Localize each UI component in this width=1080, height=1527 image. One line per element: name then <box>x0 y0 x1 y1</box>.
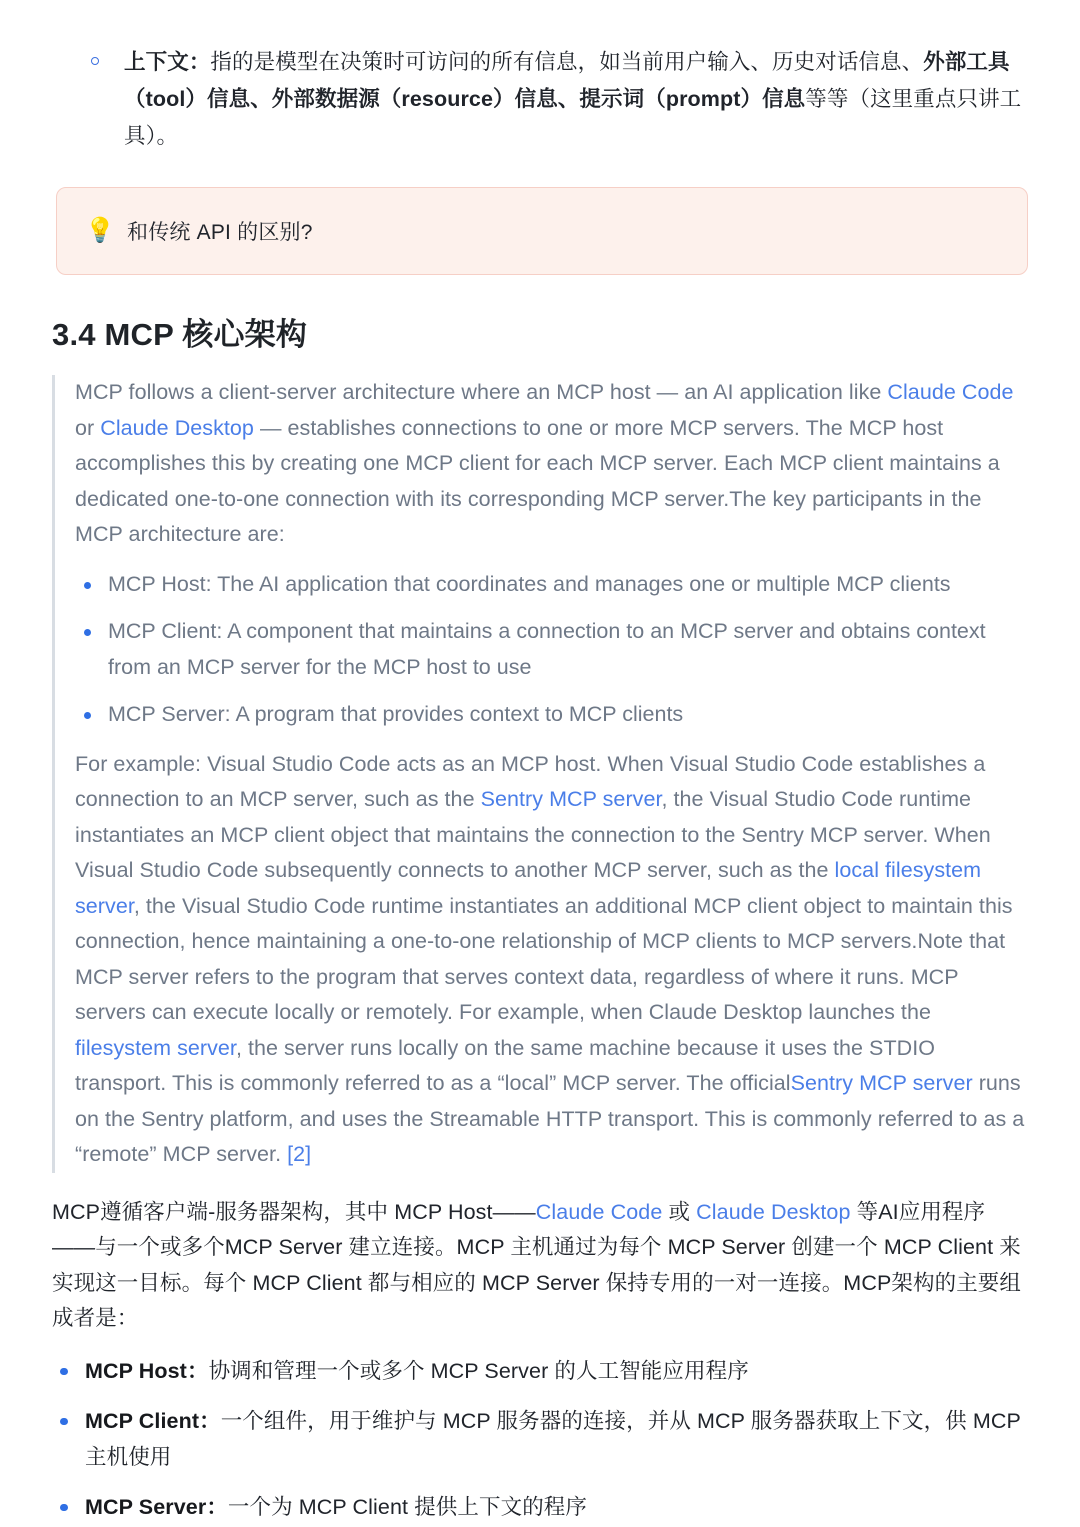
definition-text-part2: 等等（这里重点只讲工具）。 <box>124 87 1022 148</box>
quote-p2-text-5: runs on the Sentry platform, and uses the Streamable HTTP transport. This is commonly referred to as a “remote” MCP server. <box>75 1071 1025 1166</box>
quote-p2-text-1: For example: Visual Studio Code acts as an MCP host. When Visual Studio Code establishes a connection to an MCP server, such as the <box>75 751 986 811</box>
definition-text-bold: 外部工具（tool）信息、外部数据源（resource）信息、提示词（prompt）信息 <box>124 50 1010 111</box>
quote-p1-text-1: MCP follows a client-server architecture where an MCP host — an AI application like <box>75 380 888 404</box>
list-item <box>75 697 1028 733</box>
quote-p2-text-4: , the server runs locally on the same machine because it uses the STDIO transport. This is commonly referred to as a “local” MCP server. The official <box>75 1035 935 1095</box>
cn-para-text-1: MCP遵循客户端-服务器架构，其中 MCP Host—— <box>52 1199 536 1224</box>
chinese-summary-paragraph <box>52 1195 1028 1337</box>
section-heading: 3.4 MCP 核心架构 <box>52 317 308 352</box>
list-item-term: MCP Client <box>85 1408 200 1433</box>
list-item <box>52 1403 1028 1475</box>
list-item <box>52 1489 1028 1525</box>
list-item-description: 一个为 MCP Client 提供上下文的程序 <box>227 1494 587 1519</box>
link-sentry-mcp-server[interactable]: Sentry MCP server <box>480 787 662 811</box>
definition-text-part1: 指的是模型在决策时可访问的所有信息，如当前用户输入、历史对话信息、 <box>210 50 924 74</box>
cn-para-text-2: 或 <box>662 1199 697 1224</box>
list-item-term: MCP Host <box>85 1358 187 1383</box>
link-claude-code-cn[interactable]: Claude Code <box>535 1199 663 1224</box>
list-item-colon: ： <box>206 1494 228 1519</box>
cn-para-text-3: 等AI应用程序——与一个或多个MCP Server 建立连接。MCP 主机通过为每个 MCP Server 创建一个 MCP Client 来实现这一目标。每个 MCP Client 都与相应的 MCP Server 保持专用的一对一连接。MCP架构的主要组成者是： <box>52 1199 1021 1330</box>
term-colon: ： <box>188 50 211 74</box>
list-item-context-definition <box>124 44 1024 155</box>
list-item-label: MCP Host: The AI application that coordinates and manages one or multiple MCP clients <box>108 571 951 596</box>
callout-text: 和传统 API 的区别? <box>127 221 313 244</box>
bullet-dot-icon <box>60 1418 68 1426</box>
link-filesystem-server[interactable]: filesystem server <box>75 1035 236 1060</box>
quote-p1-text-3: — establishes connections to one or more MCP servers. The MCP host accomplishes this by creating one MCP client for each MCP server. Each MCP client maintains a dedicated one-to-one connection with its corresponding MCP server.The key participants in the MCP architecture are: <box>75 415 1000 546</box>
list-item <box>75 614 1028 685</box>
list-item-description: 一个组件，用于维护与 MCP 服务器的连接，并从 MCP 服务器获取上下文，供 MCP 主机使用 <box>85 1408 1021 1469</box>
list-item-term: MCP Server <box>85 1494 207 1519</box>
term-label: 上下文 <box>124 50 189 74</box>
list-item-colon: ： <box>199 1408 221 1433</box>
link-claude-desktop[interactable]: Claude Desktop <box>100 415 254 440</box>
list-item-label: MCP Server: A program that provides context to MCP clients <box>108 702 684 726</box>
list-item-description: 协调和管理一个或多个 MCP Server 的人工智能应用程序 <box>208 1358 749 1383</box>
quote-p1-text-2: or <box>75 415 101 440</box>
chinese-participants-list <box>52 1353 1028 1525</box>
quote-p2-text-2: , the Visual Studio Code runtime instantiates an MCP client object that maintains the connection to the Sentry MCP server. When Visual Studio Code subsequently connects to another MCP server, such as the <box>75 787 991 882</box>
list-item <box>52 1353 1028 1389</box>
bullet-dot-icon <box>84 629 91 636</box>
reference-link-2[interactable]: [2] <box>287 1142 312 1166</box>
tip-callout-box <box>56 187 1028 275</box>
bullet-dot-icon <box>60 1368 68 1376</box>
bullet-dot-icon <box>84 582 91 589</box>
quote-paragraph-2 <box>75 747 1028 1173</box>
list-item <box>75 567 1028 603</box>
link-claude-desktop-cn[interactable]: Claude Desktop <box>696 1199 851 1224</box>
quote-participants-list <box>75 567 1028 733</box>
lightbulb-icon: 💡 <box>85 217 115 244</box>
bullet-dot-icon <box>60 1504 68 1512</box>
list-item-label: MCP Client: A component that maintains a connection to an MCP server and obtains context from an MCP server for the MCP host to use <box>108 619 986 679</box>
context-definition-list <box>0 0 1080 155</box>
english-blockquote <box>52 375 1028 1173</box>
link-local-filesystem-server[interactable]: local filesystem server <box>75 858 982 918</box>
quote-p2-text-3: , the Visual Studio Code runtime instantiates an additional MCP client object to maintain this connection, hence maintaining a one-to-one relationship of MCP clients to MCP servers.Note that MCP server refers to the program that serves context data, regardless of where it runs. MCP servers can execute locally or remotely. For example, when Claude Desktop launches the <box>75 893 1013 1024</box>
hollow-circle-bullet-icon <box>91 57 99 65</box>
quote-paragraph-1 <box>75 375 1028 553</box>
link-sentry-mcp-server-official[interactable]: Sentry MCP server <box>790 1071 973 1095</box>
list-item-colon: ： <box>186 1358 209 1383</box>
link-claude-code[interactable]: Claude Code <box>887 380 1014 404</box>
bullet-dot-icon <box>84 712 91 719</box>
